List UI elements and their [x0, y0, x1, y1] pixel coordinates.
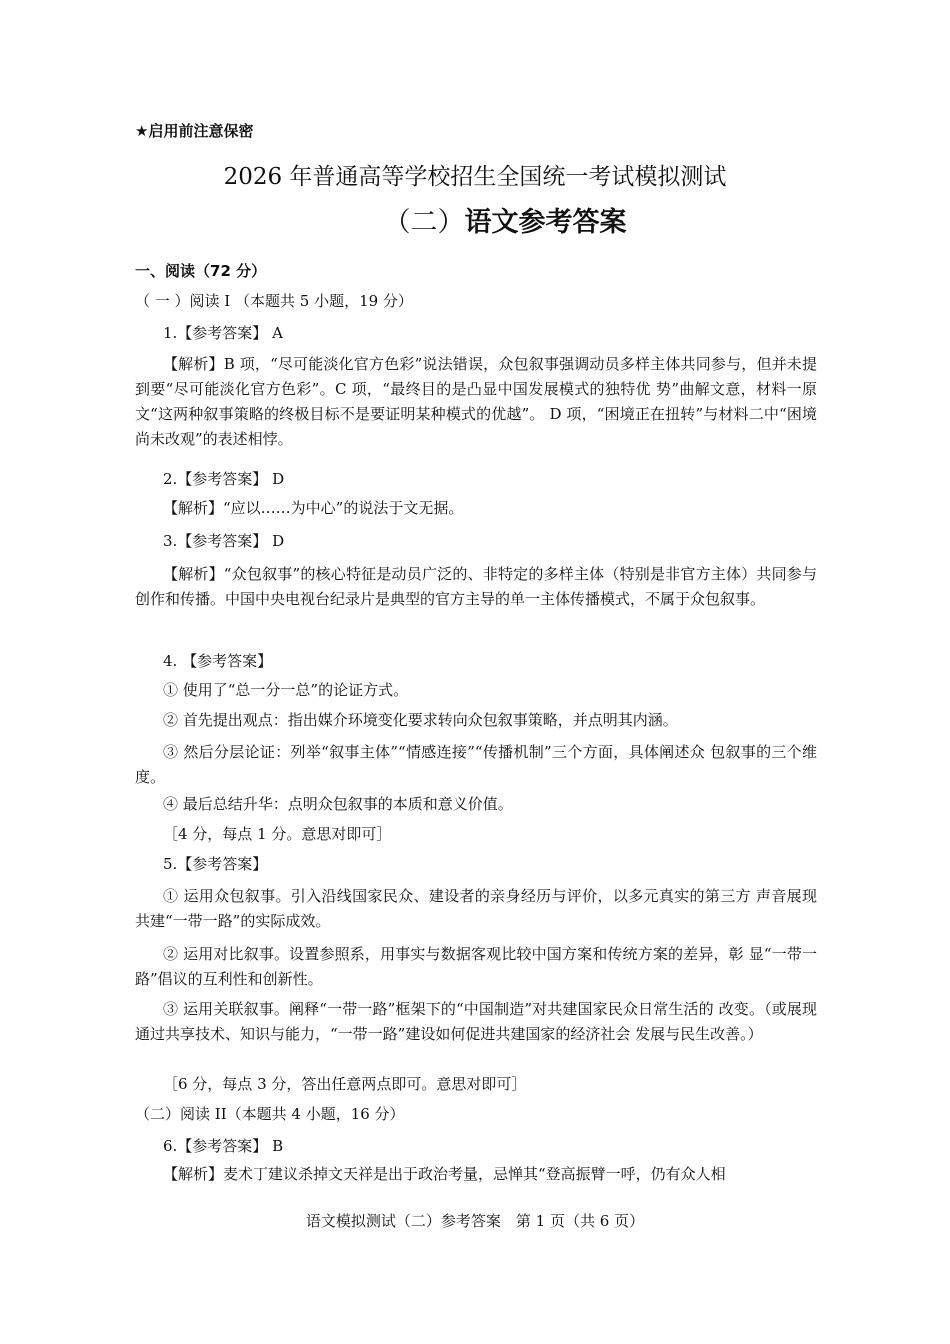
q3-answer: 3.【参考答案】 D	[163, 532, 285, 550]
section-heading: 一、阅读（72 分）	[135, 262, 267, 280]
q5-point-1: ① 运用众包叙事。引入沿线国家民众、建设者的亲身经历与评价，以多元真实的第三方 声音展现共建“一带一路”的实际成效。	[135, 887, 817, 930]
q4-point-3: ③ 然后分层论证：列举“叙事主体”“情感连接”“传播机制”三个方面，具体阐述众 包叙事的三个维度。	[135, 743, 817, 786]
q6-answer: 6.【参考答案】 B	[163, 1137, 284, 1155]
part2-heading: （二）阅读 II（本题共 4 小题，16 分）	[135, 1105, 405, 1123]
title-main: 语文参考答案	[464, 207, 627, 238]
q5-score: ［6 分，每点 3 分，答出任意两点即可。意思对即可］	[163, 1075, 527, 1093]
q1-analysis: 【解析】B 项，“尽可能淡化官方色彩”说法错误，众包叙事强调动员多样主体共同参与，但并未提到要“尽可能淡化官方色彩”。C 项，“最终目的是凸显中国发展模式的独特优 势”曲解文意，材料一原文“这两种叙事策略的终极目标不是要证明某种模式的优越”。 D 项，“困境正在扭转”与材料二中“困境尚未改观”的表述相悖。	[135, 355, 817, 448]
q4-point-2: ② 首先提出观点：指出媒介环境变化要求转向众包叙事策略，并点明其内涵。	[163, 711, 678, 729]
q2-answer: 2.【参考答案】 D	[163, 470, 285, 488]
q4-point-4: ④ 最后总结升华：点明众包叙事的本质和意义价值。	[163, 795, 513, 813]
q4-answer: 4. 【参考答案】	[163, 652, 273, 670]
q5-point-3: ③ 运用关联叙事。阐释“一带一路”框架下的“中国制造”对共建国家民众日常生活的 改变。（或展现通过共享技术、知识与能力，“一带一路”建设如何促进共建国家的经济社会 发展与民生改善。）	[135, 1000, 817, 1043]
q3-analysis: 【解析】“众包叙事”的核心特征是动员广泛的、非特定的多样主体（特别是非官方主体）共同参与创作和传播。中国中央电视台纪录片是典型的官方主导的单一主体传播模式，不属于众包叙事。	[135, 565, 817, 608]
q6-analysis: 【解析】麦术丁建议杀掉文天祥是出于政治考量，忌惮其“登高振臂一呼，仍有众人相	[163, 1165, 726, 1183]
q5-answer: 5.【参考答案】	[163, 855, 268, 873]
exam-title: 2026 年普通高等学校招生全国统一考试模拟测试	[223, 164, 727, 190]
page-footer: 语文模拟测试（二）参考答案 第 1 页（共 6 页）	[305, 1212, 645, 1230]
q2-analysis: 【解析】“应以……为中心”的说法于文无据。	[163, 499, 464, 517]
confidential-notice: ★启用前注意保密	[135, 122, 254, 140]
q5-point-2: ② 运用对比叙事。设置参照系，用事实与数据客观比较中国方案和传统方案的差异，彰 显“一带一路”倡议的互利性和创新性。	[135, 945, 817, 988]
part1-heading: （ 一 ）阅读 I （本题共 5 小题，19 分）	[135, 292, 413, 310]
q4-point-1: ① 使用了“总一分一总”的论证方式。	[163, 681, 409, 699]
q1-answer: 1.【参考答案】 A	[163, 324, 283, 342]
q4-score: ［4 分，每点 1 分。意思对即可］	[163, 825, 392, 843]
title-prefix: （二）	[383, 207, 465, 238]
document-title	[0, 200, 950, 239]
